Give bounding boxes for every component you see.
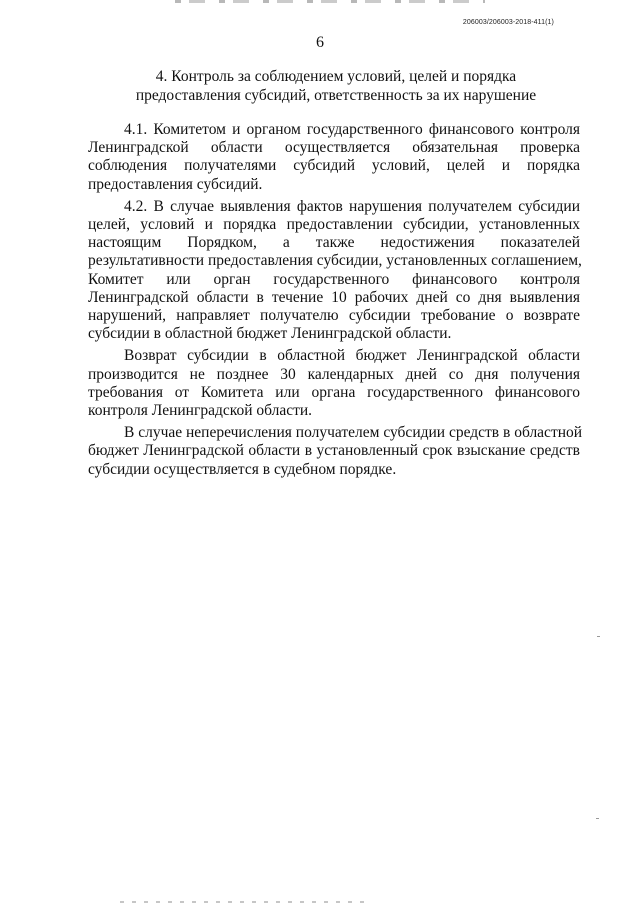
text-line: бюджет Ленинградской области в установленный срок взыскание средств — [88, 442, 580, 460]
text-line: целей, условий и порядка предоставлении субсидии, установленных — [88, 216, 580, 234]
text-line: предоставления субсидий. — [88, 175, 263, 193]
section-title-line: предоставления субсидий, ответственность за их нарушение — [135, 87, 537, 104]
text-line: Возврат субсидии в областной бюджет Ленинградской области — [124, 347, 580, 365]
paragraph-non-transfer — [88, 424, 583, 479]
document-code: 206003/206003-2018-411(1) — [462, 19, 554, 26]
text-line: нарушений, направляет получателю субсидии требование о возврате — [88, 307, 580, 325]
page-number: 6 — [316, 34, 324, 51]
scan-artifact-top — [175, 0, 485, 3]
text-line: 4.1. Комитетом и органом государственного финансового контроля — [124, 121, 580, 138]
text-line: субсидии в областной бюджет Ленинградской области. — [88, 325, 452, 343]
text-line: 4.2. В случае выявления фактов нарушения получателем субсидии — [124, 197, 580, 215]
text-line: субсидии осуществляется в судебном порядке. — [88, 460, 397, 478]
text-line: результативности предоставления субсидии, установленных соглашением, — [88, 252, 582, 270]
text-line: производится не позднее 30 календарных дней со дня получения — [88, 365, 580, 383]
text-line: Комитет или орган государственного финансового контроля — [88, 270, 580, 288]
paragraph-return — [88, 347, 580, 420]
scan-artifact-bottom — [120, 901, 370, 903]
text-line: Ленинградской области осуществляется обязательная проверка — [88, 139, 580, 157]
text-line: настоящим Порядком, а также недостижения показателей — [88, 234, 580, 252]
paragraph-4-1 — [88, 121, 580, 194]
text-line: соблюдения получателями субсидий условий, целей и порядка — [88, 157, 580, 175]
text-line: Ленинградской области в течение 10 рабочих дней со дня выявления — [88, 288, 580, 306]
document-body — [88, 121, 583, 483]
paragraph-4-2 — [88, 198, 580, 344]
scan-speck — [597, 636, 600, 637]
text-line: В случае неперечисления получателем субсидии средств в областной — [124, 424, 583, 442]
text-line: контроля Ленинградской области. — [88, 402, 313, 420]
section-title — [88, 67, 584, 105]
text-line: требования от Комитета или органа государственного финансового — [88, 383, 580, 401]
scan-speck — [596, 818, 599, 819]
section-title-line: 4. Контроль за соблюдением условий, целей и порядка — [155, 68, 517, 85]
